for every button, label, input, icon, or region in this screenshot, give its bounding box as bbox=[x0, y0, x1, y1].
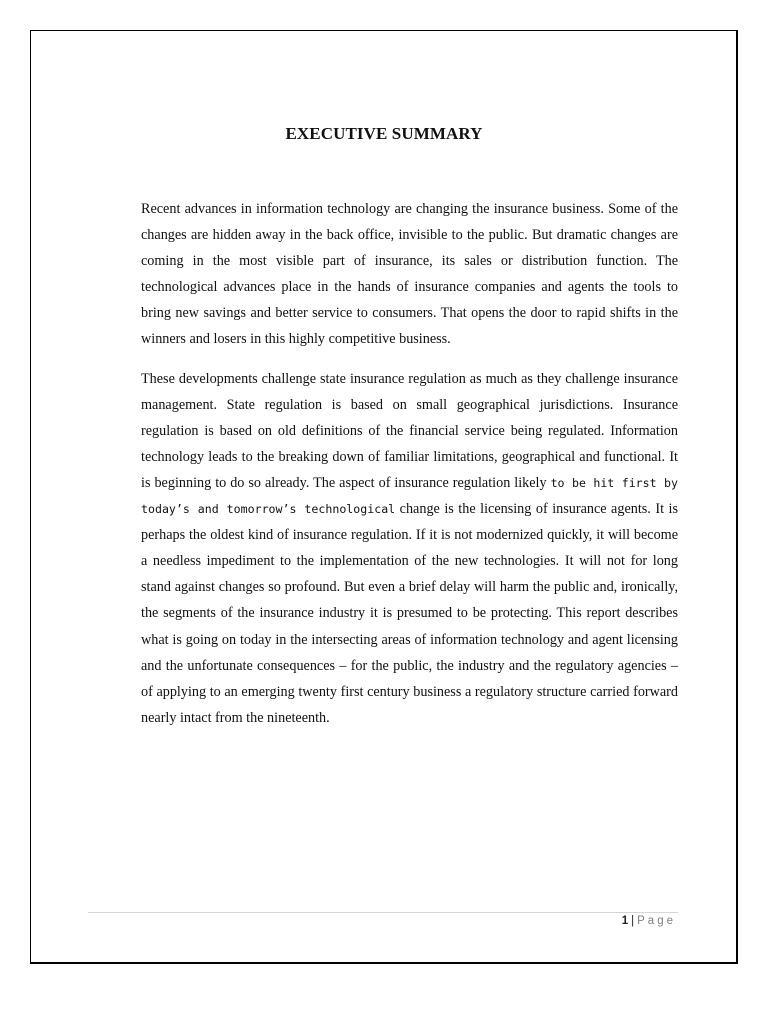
paragraph-2-text-c: change is the licensing of insurance agents. It is perhaps the oldest kind of insurance regulation. If it is not modernized quickly, it will become a needless impediment to the implementation of the new technologies. It will not for long stand against changes so profound. But even a brief delay will harm the public and, ironically, the segments of the insurance industry it is presumed to be protecting. This report describes what is going on today in the intersecting areas of information technology and agent licensing and the unfortunate consequences – for the public, the industry and the regulatory agencies – of applying to an emerging twenty first century business a regulatory structure carried forward nearly intact from the nineteenth. bbox=[141, 501, 678, 726]
body-text bbox=[141, 196, 678, 731]
page-number: 1 bbox=[621, 915, 629, 927]
page-footer bbox=[622, 915, 676, 927]
footer-separator: | bbox=[631, 915, 635, 927]
paragraph-2 bbox=[141, 366, 678, 731]
paragraph-1: Recent advances in information technology are changing the insurance business. Some of the changes are hidden away in the back office, invisible to the public. But dramatic changes are coming in the most visible part of insurance, its sales or distribution function. The technological advances place in the hands of insurance companies and agents the tools to bring new savings and better service to consumers. That opens the door to rapid shifts in the winners and losers in this highly competitive business. bbox=[141, 201, 678, 348]
paragraph-2-text-a: These developments challenge state insurance regulation as much as they challenge insurance management. State regulation is based on small geographical jurisdictions. Insurance regulation is based on old definitions of the financial service being regulated. Information technology leads to the breaking down of familiar limitations, geographical and functional. It is beginning to do so already. The aspect of insurance regulation likely bbox=[141, 370, 678, 491]
footer-divider bbox=[88, 912, 678, 913]
paragraph-2-text-b: to be hit first by today’s and tomorrow’s technological bbox=[141, 475, 678, 517]
page-label: Page bbox=[637, 915, 676, 927]
document-title: EXECUTIVE SUMMARY bbox=[285, 124, 483, 143]
